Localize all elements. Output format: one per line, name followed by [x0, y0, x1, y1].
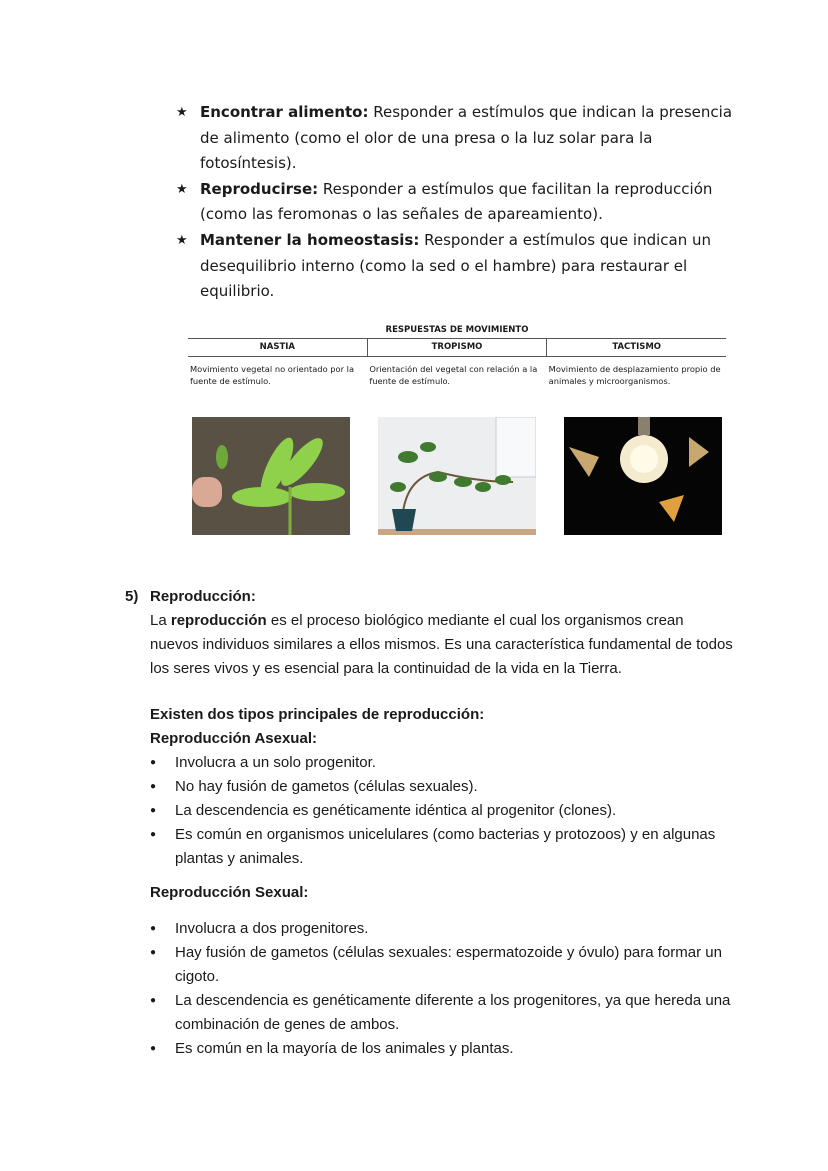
list-item: ● La descendencia es genéticamente diferente a los progenitores, ya que hereda una combinación de genes de ambos.: [150, 989, 735, 1037]
sexual-heading: Reproducción Sexual:: [150, 884, 309, 901]
header-nastia: NASTIA: [259, 342, 296, 352]
reproduction-section: [125, 585, 735, 1061]
sexual-list: [150, 917, 735, 1061]
item-title: Mantener la homeostasis:: [200, 230, 420, 249]
intro-paragraph: [150, 609, 735, 681]
asexual-list: [150, 751, 735, 871]
desc-tropismo: Orientación del vegetal con relación a la fuente de estímulo.: [369, 364, 538, 386]
desc-tactismo: Movimiento de desplazamiento propio de animales y microorganismos.: [548, 364, 721, 386]
intro-pre: La: [150, 612, 171, 629]
figure-header-row: [188, 338, 726, 357]
star-icon: ★: [176, 181, 188, 197]
list-item: ● Involucra a dos progenitores.: [150, 917, 735, 941]
list-item: ● La descendencia es genéticamente idéntica al progenitor (clones).: [150, 799, 735, 823]
desc-nastia: Movimiento vegetal no orientado por la fuente de estímulo.: [190, 364, 355, 386]
section-title: Reproducción:: [150, 588, 256, 605]
list-item: ● Involucra a un solo progenitor.: [150, 751, 735, 775]
list-item: ● No hay fusión de gametos (células sexuales).: [150, 775, 735, 799]
list-item: [176, 100, 736, 177]
item-text: Responder a estímulos que indican la presencia de alimento (como el olor de una presa o la luz solar para la fotosíntesis).: [200, 103, 733, 173]
item-title: Reproducirse:: [200, 179, 319, 198]
item-text: Responder a estímulos que indican un desequilibrio interno (como la sed o el hambre) para restaurar el equilibrio.: [200, 230, 712, 301]
types-heading: Existen dos tipos principales de reproducción:: [150, 706, 485, 723]
item-text: Responder a estímulos que facilitan la reproducción (como las feromonas o las señales de apareamiento).: [200, 179, 713, 224]
list-item: [176, 177, 736, 228]
list-item: [176, 228, 736, 305]
movement-responses-figure: [188, 322, 726, 535]
intro-bold: reproducción: [170, 612, 267, 629]
item-title: Encontrar alimento:: [200, 103, 369, 121]
section-heading: [125, 585, 735, 609]
list-item: ● Es común en la mayoría de los animales y plantas.: [150, 1037, 735, 1061]
section-number: 5): [125, 588, 139, 605]
moths-lightbulb-photo: [564, 417, 722, 535]
figure-desc-row: [188, 363, 726, 387]
intro-post: es el proceso biológico mediante el cual los organismos crean nuevos individuos similares a ellos mismos. Es una característica fundamental de todos los seres vivos y es esencial para la continuidad de la vida en la Tierra.: [150, 612, 733, 677]
list-item: ● Es común en organismos unicelulares (como bacterias y protozoos) y en algunas plantas y animales.: [150, 823, 735, 871]
figure-photos: [188, 417, 726, 535]
list-item: ● Hay fusión de gametos (células sexuales: espermatozoide y óvulo) para formar un cigoto.: [150, 941, 735, 989]
asexual-heading: Reproducción Asexual:: [150, 730, 317, 747]
plant-toward-light-photo: [378, 417, 536, 535]
header-tactismo: TACTISMO: [546, 339, 726, 356]
figure-title: RESPUESTAS DE MOVIMIENTO: [385, 325, 529, 335]
mimosa-leaf-photo: [192, 417, 350, 535]
star-icon: ★: [176, 232, 188, 248]
header-tropismo: TROPISMO: [367, 339, 547, 356]
purpose-list: [176, 100, 736, 305]
star-icon: ★: [176, 105, 188, 120]
